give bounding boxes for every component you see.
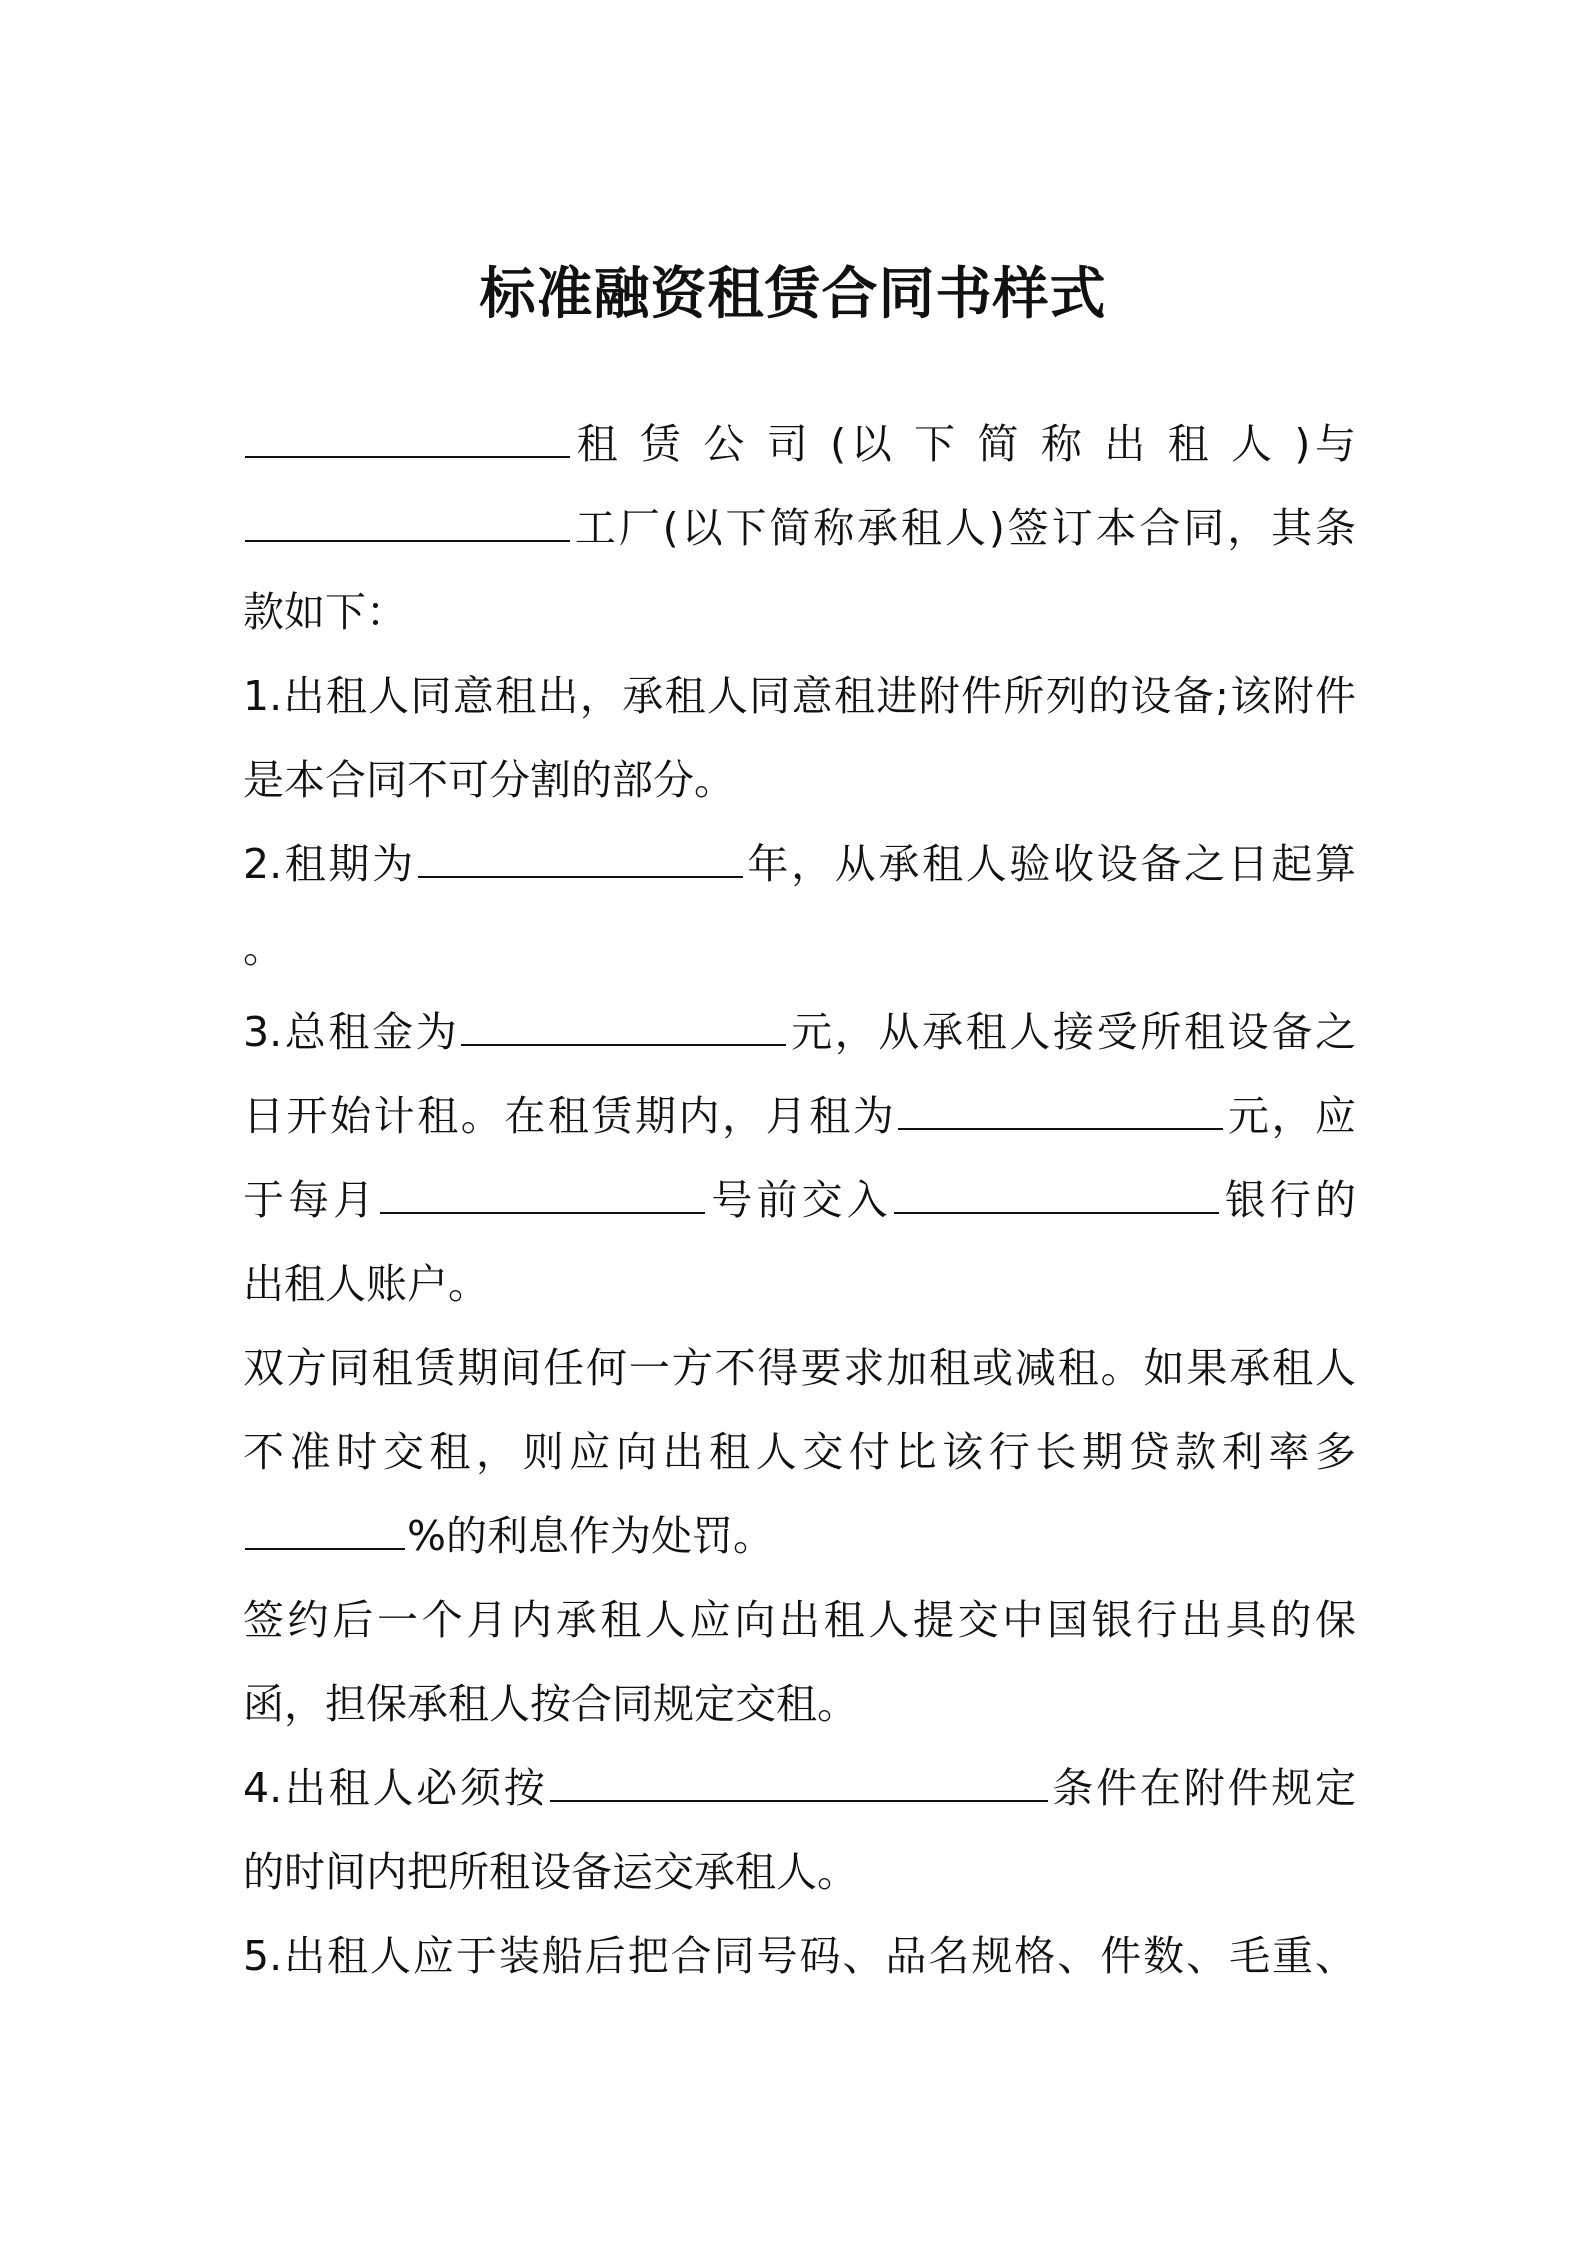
- paragraph-line: [243, 1830, 1356, 1914]
- line-text: 年，从承租人验收设备之日起算: [744, 840, 1356, 888]
- fill-in-blank[interactable]: [380, 1176, 705, 1214]
- line-text: 是本合同不可分割的部分。: [243, 756, 735, 804]
- paragraph-line: [243, 402, 1356, 486]
- paragraph-line: [243, 1578, 1356, 1662]
- paragraph-line: [243, 486, 1356, 570]
- fill-in-blank[interactable]: [550, 1764, 1048, 1802]
- line-text: 5.出租人应于装船后把合同号码、品名规格、件数、毛重、: [243, 1932, 1356, 1980]
- paragraph-line: [243, 654, 1356, 738]
- paragraph-line: [243, 1242, 1356, 1326]
- paragraph-line: [243, 906, 1356, 990]
- line-text: 不准时交租，则应向出租人交付比该行长期贷款利率多: [243, 1428, 1356, 1476]
- line-text: 出租人账户。: [243, 1260, 489, 1308]
- line-text: 日开始计租。在租赁期内，月租为: [243, 1092, 897, 1140]
- fill-in-blank[interactable]: [461, 1008, 786, 1046]
- paragraph-line: [243, 1746, 1356, 1830]
- line-text: 于每月: [243, 1176, 379, 1224]
- line-text: 1.出租人同意租出，承租人同意租进附件所列的设备;该附件: [243, 672, 1356, 720]
- line-text: %的利息作为处罚。: [407, 1512, 774, 1560]
- fill-in-blank[interactable]: [418, 840, 743, 878]
- fill-in-blank[interactable]: [245, 1512, 405, 1550]
- fill-in-blank[interactable]: [245, 420, 570, 458]
- line-text: 3.总租金为: [243, 1008, 460, 1056]
- paragraph-line: [243, 990, 1356, 1074]
- line-text: 工厂(以下简称承租人)签订本合同，其条: [572, 504, 1356, 552]
- line-text: 号前交入: [707, 1176, 892, 1224]
- fill-in-blank[interactable]: [894, 1176, 1219, 1214]
- line-text: 。: [243, 924, 284, 972]
- paragraph-line: [243, 570, 1356, 654]
- paragraph-line: [243, 1494, 1356, 1578]
- line-text: 2.租期为: [243, 840, 416, 888]
- fill-in-blank[interactable]: [898, 1092, 1223, 1130]
- line-text: 函，担保承租人按合同规定交租。: [243, 1680, 858, 1728]
- line-text: 的时间内把所租设备运交承租人。: [243, 1848, 858, 1896]
- line-text: 元，应: [1225, 1092, 1356, 1140]
- contract-body: [243, 402, 1356, 1998]
- line-text: 条件在附件规定: [1049, 1764, 1356, 1812]
- line-text: 款如下：: [243, 588, 407, 636]
- line-text: 4.出租人必须按: [243, 1764, 548, 1812]
- paragraph-line: [243, 1074, 1356, 1158]
- paragraph-line: [243, 1326, 1356, 1410]
- line-text: 签约后一个月内承租人应向出租人提交中国银行出具的保: [243, 1596, 1356, 1644]
- line-text: 元，从承租人接受所租设备之: [788, 1008, 1356, 1056]
- paragraph-line: [243, 1158, 1356, 1242]
- line-text: 银行的: [1220, 1176, 1356, 1224]
- paragraph-line: [243, 738, 1356, 822]
- line-text: 双方同租赁期间任何一方不得要求加租或减租。如果承租人: [243, 1344, 1356, 1392]
- paragraph-line: [243, 1662, 1356, 1746]
- fill-in-blank[interactable]: [245, 504, 570, 542]
- line-text: 租 赁 公 司 (以 下 简 称 出 租 人 )与: [572, 420, 1356, 468]
- document-title: 标准融资租赁合同书样式: [479, 262, 1107, 327]
- paragraph-line: [243, 822, 1356, 906]
- paragraph-line: [243, 1914, 1356, 1998]
- paragraph-line: [243, 1410, 1356, 1494]
